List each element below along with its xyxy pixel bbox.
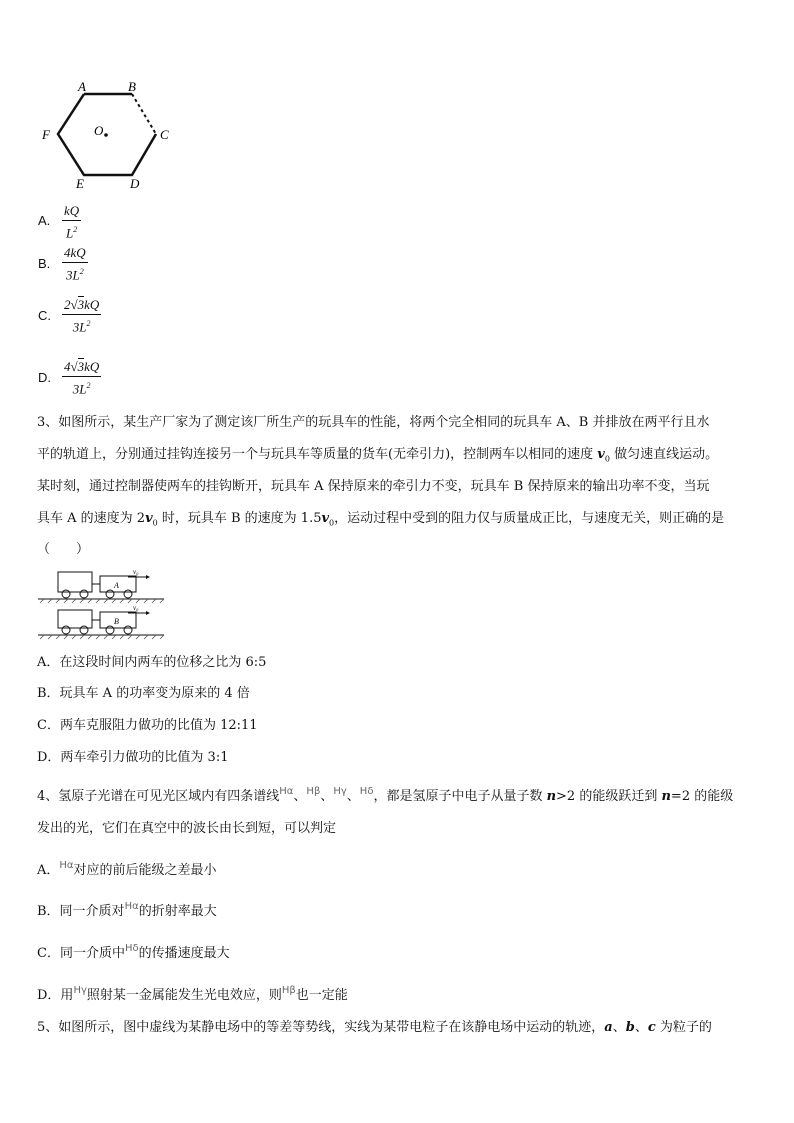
q5-stem-line1 <box>37 1019 712 1037</box>
q4-sep-2: 、 <box>320 789 334 804</box>
q2-c-exponent: 2 <box>86 319 91 328</box>
q3-line2-text: 平的轨道上，分别通过挂钩连接另一个与玩具车等质量的货车(无牵引力)，控制两车以相同的速度 <box>37 447 598 462</box>
q2-option-c-fraction: 2√3kQ $3L^2$ <box>64 297 100 335</box>
top-toy-wheel-1 <box>106 590 114 598</box>
q4-n-symbol-2: n <box>661 789 671 804</box>
bottom-ground-hatch <box>40 635 164 639</box>
q3-line4-tail: ，运动过程中受到的阻力仅与质量成正比，与速度无关，则正确的是 <box>334 511 725 526</box>
bottom-cargo-wheel-2 <box>80 626 88 634</box>
top-velocity-arrowhead <box>146 575 150 579</box>
q5-b-symbol: b <box>625 1020 635 1035</box>
q3-v0-subscript: 0 <box>604 454 610 464</box>
q2-d-denominator: 3L <box>72 381 87 397</box>
q4-d-h-beta: Hβ <box>281 985 296 996</box>
q2-option-b-label: B. <box>38 256 51 271</box>
label-E: E <box>76 176 84 191</box>
q3-line4-text: 具车 A 的速度为 2 <box>37 511 146 526</box>
top-track <box>38 568 164 603</box>
q2-a-numerator: kQ <box>64 203 80 218</box>
q4-stem-line2: 发出的光，它们在真空中的波长由长到短，可以判定 <box>37 821 337 836</box>
q3-option-b: B．玩具车 A 的功率变为原来的 4 倍 <box>37 686 250 701</box>
q4-line1-mid2: >2 的能级跃迁到 <box>556 789 662 804</box>
q3-v0-subscript-3: 0 <box>329 518 335 528</box>
q4-n-symbol-1: n <box>546 789 557 804</box>
q3-v0-symbol-2: v <box>145 511 153 526</box>
q3-v0-subscript-2: 0 <box>152 518 158 528</box>
q3-option-a: A．在这段时间内两车的位移之比为 6:5 <box>37 655 267 670</box>
q5-sep-2: 、 <box>634 1020 648 1035</box>
q2-option-c-label: C. <box>38 308 51 323</box>
bottom-track <box>38 604 164 639</box>
q2-b-numerator: 4kQ <box>64 245 86 260</box>
q4-option-c <box>37 945 230 964</box>
bottom-velocity-arrowhead <box>146 611 150 615</box>
q4-c-h-delta: Hδ <box>124 943 139 954</box>
q3-line4-mid: 时，玩具车 B 的速度为 1.5 <box>157 511 322 526</box>
top-ground-hatch <box>40 599 164 603</box>
q2-d-coefficient: 4 <box>64 359 71 374</box>
q2-d-exponent: 2 <box>86 381 91 390</box>
q3-stem-line3: 某时刻，通过控制器使两车的挂钩断开，玩具车 A 保持原来的牵引力不变，玩具车 B 保持原来的输出功率不变，当玩 <box>37 479 710 494</box>
top-car-label: A <box>114 581 119 590</box>
top-cargo-car <box>58 572 92 592</box>
top-toy-wheel-2 <box>124 590 132 598</box>
q2-option-d-fraction: 4√3kQ $3L^2$ <box>64 359 100 397</box>
q3-figure <box>38 568 168 642</box>
q4-line1-text: 4、氢原子光谱在可见光区域内有四条谱线 <box>37 789 280 804</box>
bottom-toy-wheel-1 <box>106 626 114 634</box>
q2-d-radicand: 3 <box>77 359 85 374</box>
q5-line1-text: 5、如图所示，图中虚线为某静电场中的等差等势线，实线为某带电粒子在该静电场中运动的轨迹， <box>37 1020 605 1035</box>
bottom-cargo-car <box>58 610 92 628</box>
q4-b-label: B．同一介质对 <box>37 904 125 919</box>
q2-c-coefficient: 2 <box>64 297 71 312</box>
q3-stem-line4 <box>37 510 724 533</box>
q2-a-denominator: L <box>65 225 74 241</box>
bottom-cargo-wheel-1 <box>62 626 70 634</box>
q3-v0-symbol-3: v <box>321 511 330 526</box>
label-C: C <box>160 127 169 142</box>
q4-a-h-alpha: Hα <box>59 860 74 871</box>
center-point <box>104 133 108 137</box>
top-cargo-wheel-1 <box>62 590 70 598</box>
q3-stem-line1: 3、如图所示，某生产厂家为了测定该厂所生产的玩具车的性能，将两个完全相同的玩具车 A、B 并排放在两平行且水 <box>37 415 710 430</box>
h-alpha-symbol: Hα <box>279 786 294 797</box>
bottom-toy-wheel-2 <box>124 626 132 634</box>
q3-option-d: D．两车牵引力做功的比值为 3:1 <box>37 750 229 765</box>
q5-line1-tail: 为粒子的 <box>655 1020 712 1035</box>
q2-c-kq: kQ <box>84 297 100 312</box>
label-A: A <box>78 79 86 94</box>
q4-option-d <box>37 987 348 1006</box>
q2-b-denominator: 3L <box>65 267 80 283</box>
q3-answer-bracket: （ ） <box>37 542 90 557</box>
q5-c-symbol: c <box>647 1020 656 1035</box>
q4-line1-tail: =2 的能级 <box>670 789 734 804</box>
bottom-velocity-label: v₀ <box>133 604 139 612</box>
q2-option-a-label: A. <box>38 213 51 228</box>
q4-d-label: D．用 <box>37 988 74 1003</box>
hexagon-figure <box>36 78 176 193</box>
q5-sep-1: 、 <box>612 1020 626 1035</box>
q5-a-symbol: a <box>604 1020 613 1035</box>
q2-option-b-fraction <box>62 245 88 283</box>
q4-stem-line1 <box>37 788 733 807</box>
q4-option-a <box>37 862 217 881</box>
q4-option-b <box>37 903 217 922</box>
q4-sep-3: 、 <box>346 789 360 804</box>
q2-a-exponent: 2 <box>73 225 78 234</box>
q4-line1-mid: ，都是氢原子中电子从量子数 <box>373 789 547 804</box>
top-velocity-label: v₀ <box>133 568 139 576</box>
q4-d-mid: 照射某一金属能发生光电效应，则 <box>86 988 282 1003</box>
top-cargo-wheel-2 <box>80 590 88 598</box>
q2-d-kq: kQ <box>84 359 100 374</box>
q3-line2-tail: 做匀速直线运动。 <box>609 447 719 462</box>
q2-c-radicand: 3 <box>77 297 85 312</box>
q2-b-exponent: 2 <box>79 267 84 276</box>
q2-c-denominator: 3L <box>72 319 87 335</box>
q4-d-text: 也一定能 <box>295 988 348 1003</box>
q4-sep-1: 、 <box>293 789 307 804</box>
q3-option-c: C．两车克服阻力做功的比值为 12:11 <box>37 718 258 733</box>
q4-c-text: 的传播速度最大 <box>138 946 230 961</box>
q3-stem-line2 <box>37 446 718 469</box>
q3-v0-symbol: v <box>597 447 605 462</box>
label-B: B <box>128 79 136 94</box>
q2-option-a-fraction <box>62 203 81 241</box>
q4-b-text: 的折射率最大 <box>138 904 217 919</box>
q4-b-h-alpha: Hα <box>124 901 139 912</box>
h-beta-symbol: Hβ <box>306 786 321 797</box>
h-delta-symbol: Hδ <box>359 786 374 797</box>
q4-c-label: C．同一介质中 <box>37 946 125 961</box>
q4-a-text: 对应的前后能级之差最小 <box>73 863 217 878</box>
q4-d-h-gamma: Hγ <box>73 985 87 996</box>
h-gamma-symbol: Hγ <box>333 786 347 797</box>
bottom-car-label: B <box>114 617 119 626</box>
label-F: F <box>42 127 50 142</box>
label-D: D <box>130 176 140 191</box>
label-O: O <box>94 123 104 138</box>
q4-a-label: A． <box>37 863 60 878</box>
q2-option-d-label: D. <box>38 370 51 385</box>
edge-BC-dashed <box>132 94 156 134</box>
